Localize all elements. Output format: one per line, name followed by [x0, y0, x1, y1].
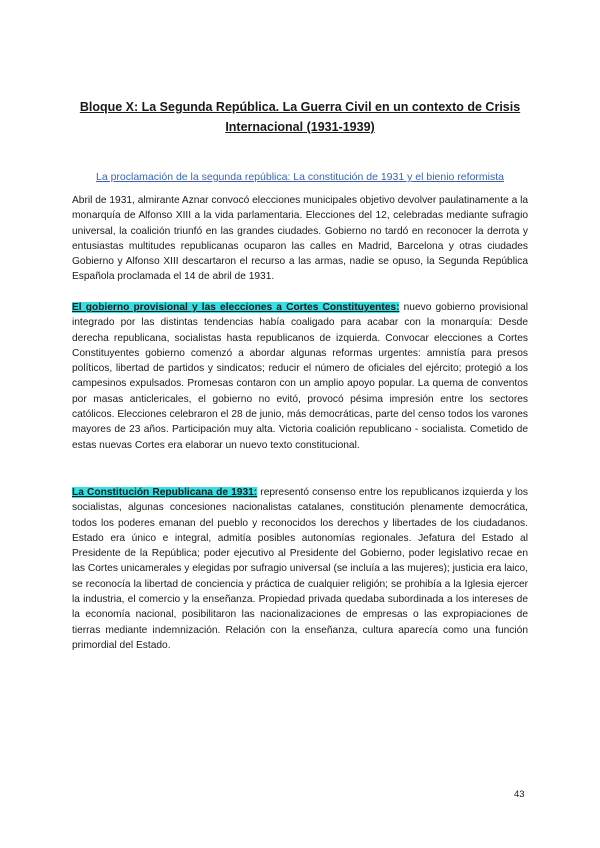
paragraph-text: representó consenso entre los republicanos izquierda y los socialistas, algunas concesiones nacionalistas catalanes, constitución plenamente democrática, todos los poderes emanan del pueblo y reconocidos los derechos y libertades de los ciudadanos. Estado era único e integral, admitía posibles autonomías regionales. Jefatura del Estado al Presidente de la República; poder ejecutivo al Presidente del Gobierno, poder legislativo recae en las Cortes unicamerales y elegidas por sufragio universal (se incluía a las mujeres); justicia era laico, se reconocía la libertad de conciencia y práctica de cualquier religión; se prohibía a la Iglesia ejercer la industria, el comercio y la enseñanza. Propiedad privada quedaba subordinada a los intereses de la economía nacional, posibilitaron las nacionalizaciones de empresas o las expropiaciones de tierras mediante indemnización. Relación con la enseñanza, cultura aparecía como una función primordial del Estado.	[72, 487, 528, 651]
paragraph-text: Abril de 1931, almirante Aznar convocó elecciones municipales objetivo devolver paulatinamente a la monarquía de Alfonso XIII a la vida parlamentaria. Elecciones del 12, celebradas mediante sufragio universal, la coalición triunfó en las grandes ciudades. Gobierno no tardó en reconocer la derrota y entusiastas multitudes republicanas ocuparon las calles en Madrid, Barcelona y otras ciudades Gobierno y Alfonso XIII descartaron el recurso a las armas, nadie se opuso, la Segunda República Española proclamada el 14 de abril de 1931.	[72, 195, 528, 283]
document-title: Bloque X: La Segunda República. La Guerra Civil en un contexto de Crisis Internacional (1931-1939)	[79, 100, 521, 134]
highlighted-heading: El gobierno provisional y las elecciones a Cortes Constituyentes:	[72, 302, 400, 313]
paragraph-proclamation	[72, 193, 528, 285]
paragraph-text: nuevo gobierno provisional integrado por las distintas tendencias había coaligado para acabar con la monarquía: Desde derecha republicana, socialistas hasta republicanos de izquierda. Convocar elecciones a Cortes Constituyentes gobierno comenzó a abordar algunas reformas urgentes: amnistía para presos políticos, libertad de partidos y sindicatos; reducir el número de oficiales del ejército; protegió a los campesinos expulsados. Promesas contaron con un amplio apoyo popular. La quema de conventos por masas anticlericales, el gobierno no evitó, provocó pésima impresión entre los sectores católicos. Elecciones celebraron el 28 de junio, más democráticas, parte del censo todos los varones mayores de 23 años. Participación muy alta. Victoria coalición republicano - socialista. Cometido de estas nuevas Cortes era elaborar un nuevo texto constitucional.	[72, 302, 528, 451]
page-number: 43	[514, 789, 525, 800]
paragraph-constitution	[72, 485, 528, 653]
paragraph-provisional-government	[72, 300, 528, 453]
section-subtitle: La proclamación de la segunda república: La constitución de 1931 y el bienio reformista	[95, 171, 504, 183]
highlighted-heading: La Constitución Republicana de 1931:	[72, 487, 258, 498]
